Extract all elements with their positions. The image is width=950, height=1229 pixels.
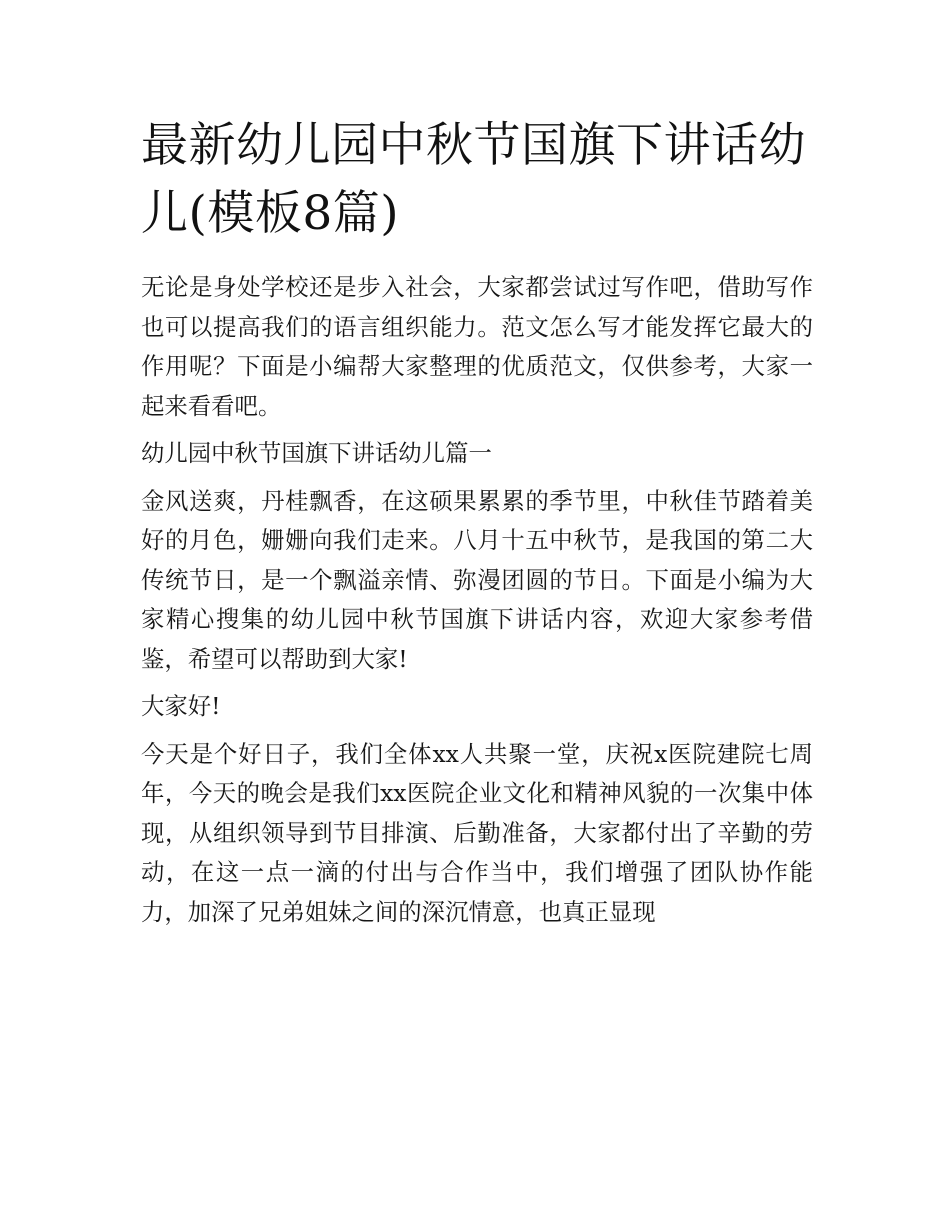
section-heading: 幼儿园中秋节国旗下讲话幼儿篇一 — [141, 439, 492, 467]
body-paragraph: 今天是个好日子，我们全体xx人共聚一堂，庆祝x医院建院七周年，今天的晚会是我们xx医院企业文化和精神风貌的一次集中体现，从组织领导到节目排演、后勤准备，大家都付出了辛勤的劳动，在这一点一滴的付出与合作当中，我们增强了团队协作能力，加深了兄弟姐妹之间的深沉情意，也真正显现 — [141, 739, 813, 926]
intro-paragraph: 无论是身处学校还是步入社会，大家都尝试过写作吧，借助写作也可以提高我们的语言组织能力。范文怎么写才能发挥它最大的作用呢？下面是小编帮大家整理的优质范文，仅供参考，大家一起来看看吧。 — [141, 273, 813, 420]
document-body — [141, 112, 813, 932]
body-paragraph: 金风送爽，丹桂飘香，在这硕果累累的季节里，中秋佳节踏着美好的月色，姗姗向我们走来。八月十五中秋节，是我国的第二大传统节日，是一个飘溢亲情、弥漫团圆的节日。下面是小编为大家精心搜集的幼儿园中秋节国旗下讲话内容，欢迎大家参考借鉴，希望可以帮助到大家! — [141, 486, 813, 673]
paragraph-list — [141, 268, 813, 932]
greeting-paragraph: 大家好! — [141, 692, 221, 720]
document-title: 最新幼儿园中秋节国旗下讲话幼儿(模板8篇) — [141, 118, 806, 241]
